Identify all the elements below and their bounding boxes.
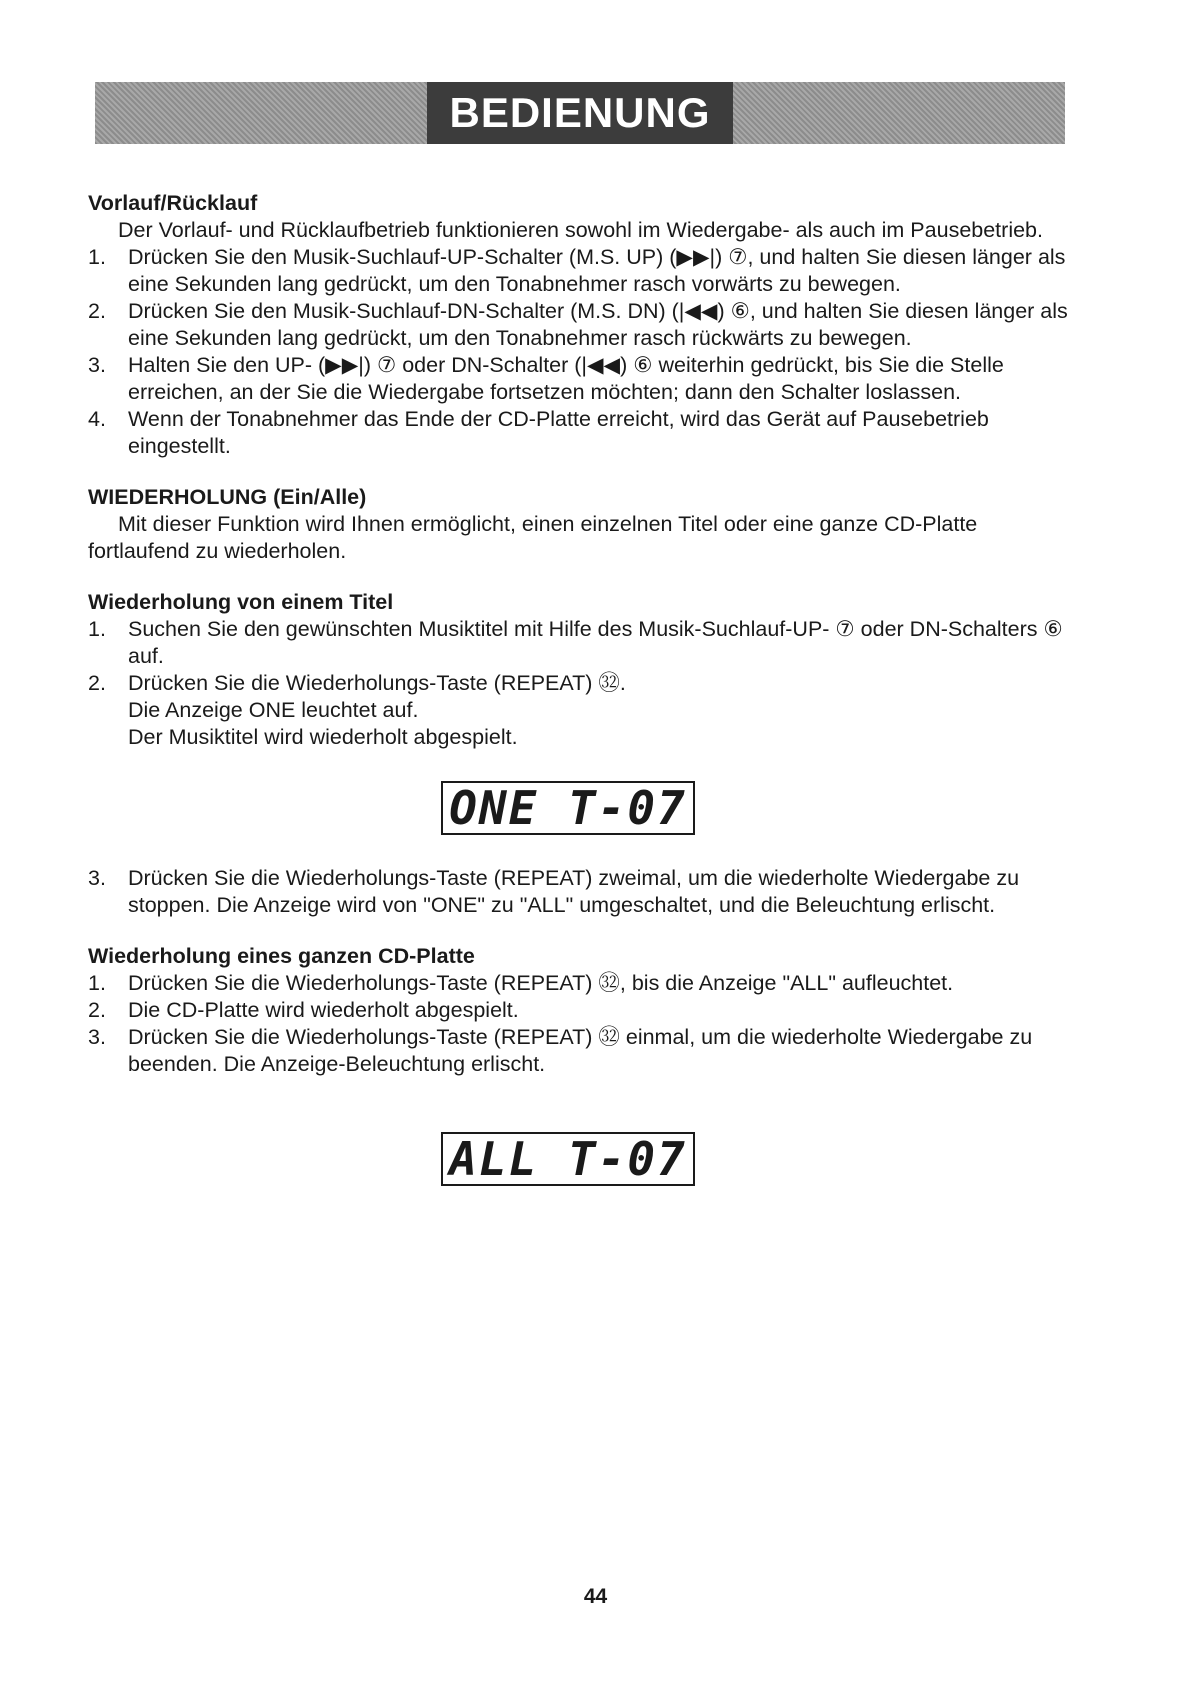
item-text: Drücken Sie die Wiederholungs-Taste (REPEAT) ㉜, bis die Anzeige "ALL" aufleuchtet. [128,971,954,995]
section-heading: Vorlauf/Rücklauf [88,191,258,215]
item-number: 1. [88,971,106,995]
item-number: 3. [88,866,106,890]
list-item [88,1024,1078,1078]
list-item [88,298,1078,352]
item-number: 2. [88,299,106,323]
item-text: Drücken Sie die Wiederholungs-Taste (REPEAT) zweimal, um die wiederholte Wiedergabe zu stoppen. Die Anzeige wird von "ONE" zu "ALL" umgeschaltet, und die Beleuchtung erlischt. [128,866,1020,917]
item-number: 1. [88,245,106,269]
page-content [88,190,1078,1186]
section-wiederholung [88,484,1078,565]
item-number: 2. [88,998,106,1022]
item-number: 3. [88,1025,106,1049]
item-text: Der Musiktitel wird wiederholt abgespielt. [128,725,518,749]
list-item [88,244,1078,298]
section-heading: WIEDERHOLUNG (Ein/Alle) [88,485,367,509]
item-text: Suchen Sie den gewünschten Musiktitel mit Hilfe des Musik-Suchlauf-UP- ⑦ oder DN-Schalters ⑥ auf. [128,617,1063,668]
item-number: 4. [88,407,106,431]
list-item [88,616,1078,670]
item-text: Halten Sie den UP- (▶▶|) ⑦ oder DN-Schalter (|◀◀) ⑥ weiterhin gedrückt, bis Sie die Stelle erreichen, an der Sie die Wiedergabe fortsetzen möchten; dann den Schalter loslassen. [128,353,1004,404]
list-item [88,406,1078,460]
title-banner [95,82,1065,144]
section-wiederholung-cd [88,943,1078,1186]
item-text: Drücken Sie den Musik-Suchlauf-DN-Schalter (M.S. DN) (|◀◀) ⑥, und halten Sie diesen länger als eine Sekunden lang gedrückt, um den Tonabnehmer rasch rückwärts zu bewegen. [128,299,1068,350]
page-title: BEDIENUNG [427,82,732,144]
item-number: 3. [88,353,106,377]
section-heading: Wiederholung von einem Titel [88,590,394,614]
section-vorlauf-ruecklauf [88,190,1078,460]
numbered-list [88,616,1078,751]
lcd-display: ALL T-07 [441,1132,695,1186]
item-text: Die CD-Platte wird wiederholt abgespielt. [128,998,519,1022]
list-item [88,670,1078,751]
item-number: 2. [88,671,106,695]
section-intro: Mit dieser Funktion wird Ihnen ermöglicht, einen einzelnen Titel oder eine ganze CD-Platte fortlaufend zu wiederholen. [88,512,978,563]
section-wiederholung-titel [88,589,1078,919]
list-item [88,970,1078,997]
item-text: Drücken Sie den Musik-Suchlauf-UP-Schalter (M.S. UP) (▶▶|) ⑦, und halten Sie diesen länger als eine Sekunden lang gedrückt, um den Tonabnehmer rasch vorwärts zu bewegen. [128,245,1066,296]
numbered-list [88,244,1078,460]
numbered-list [88,865,1078,919]
list-item [88,997,1078,1024]
page-number: 44 [583,1585,608,1608]
numbered-list [88,970,1078,1078]
item-number: 1. [88,617,106,641]
list-item [88,865,1078,919]
list-item [88,352,1078,406]
display-illustration [88,781,1078,835]
display-illustration [88,1132,1078,1186]
section-heading: Wiederholung eines ganzen CD-Platte [88,944,475,968]
lcd-display: ONE T-07 [441,781,695,835]
item-text: Drücken Sie die Wiederholungs-Taste (REPEAT) ㉜. [128,671,626,695]
item-text: Wenn der Tonabnehmer das Ende der CD-Platte erreicht, wird das Gerät auf Pausebetrieb eingestellt. [128,407,989,458]
item-text: Die Anzeige ONE leuchtet auf. [128,698,419,722]
item-text: Drücken Sie die Wiederholungs-Taste (REPEAT) ㉜ einmal, um die wiederholte Wiedergabe zu beenden. Die Anzeige-Beleuchtung erlischt. [128,1025,1033,1076]
section-intro: Der Vorlauf- und Rücklaufbetrieb funktionieren sowohl im Wiedergabe- als auch im Pausebetrieb. [118,218,1043,242]
